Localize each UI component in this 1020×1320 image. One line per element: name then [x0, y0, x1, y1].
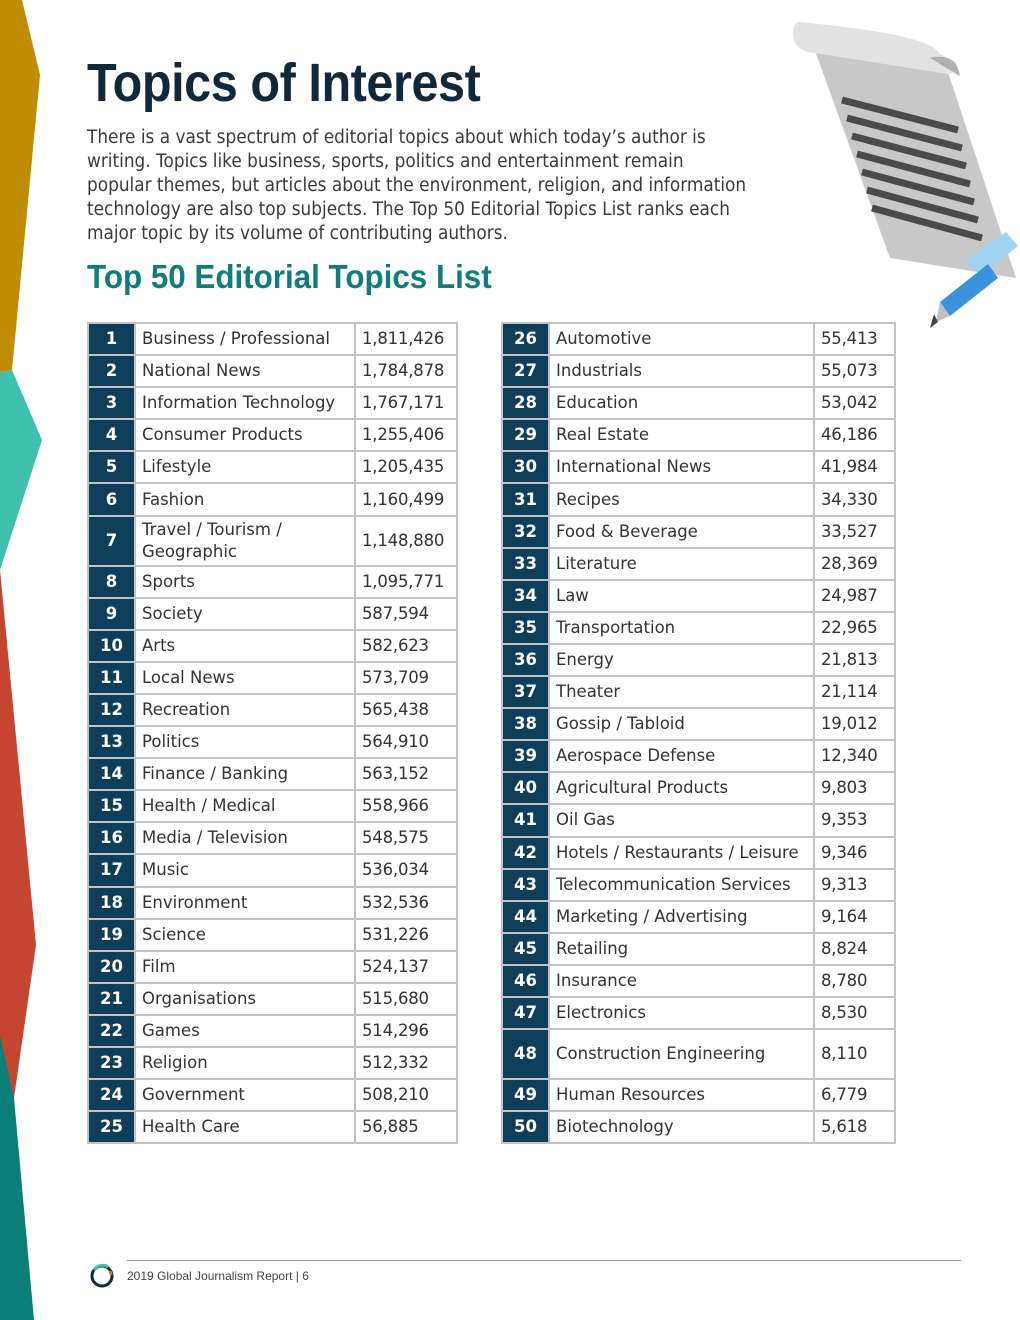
author-count-cell: 33,527 — [814, 516, 895, 548]
table-row — [88, 758, 457, 790]
topic-name-cell: Environment — [135, 887, 355, 919]
topic-name-cell: Politics — [135, 726, 355, 758]
topic-name-cell: Food & Beverage — [549, 516, 814, 548]
author-count-cell: 8,780 — [814, 965, 895, 997]
author-count-cell: 524,137 — [355, 951, 457, 983]
rank-cell: 41 — [502, 804, 549, 836]
table-row — [88, 951, 457, 983]
topic-name-cell: Oil Gas — [549, 804, 814, 836]
author-count-cell: 514,296 — [355, 1015, 457, 1047]
rank-cell: 40 — [502, 772, 549, 804]
author-count-cell: 565,438 — [355, 694, 457, 726]
topic-name-cell: Real Estate — [549, 419, 814, 451]
topic-name-cell: Law — [549, 580, 814, 612]
author-count-cell: 55,413 — [814, 323, 895, 355]
table-row — [502, 451, 895, 483]
rank-cell: 15 — [88, 790, 135, 822]
rank-cell: 16 — [88, 822, 135, 854]
document-icon — [793, 22, 1016, 278]
author-count-cell: 548,575 — [355, 822, 457, 854]
topic-name-cell: Business / Professional — [135, 323, 355, 355]
rank-cell: 49 — [502, 1079, 549, 1111]
table-row — [502, 997, 895, 1029]
topic-name-cell: Transportation — [549, 612, 814, 644]
rank-cell: 33 — [502, 548, 549, 580]
rank-cell: 6 — [88, 483, 135, 515]
author-count-cell: 19,012 — [814, 708, 895, 740]
table-row — [502, 612, 895, 644]
rank-cell: 28 — [502, 387, 549, 419]
author-count-cell: 1,205,435 — [355, 451, 457, 483]
rank-cell: 50 — [502, 1111, 549, 1143]
rank-cell: 26 — [502, 323, 549, 355]
topic-name-cell: Industrials — [549, 355, 814, 387]
topic-name-cell: Health / Medical — [135, 790, 355, 822]
rank-cell: 46 — [502, 965, 549, 997]
author-count-cell: 8,530 — [814, 997, 895, 1029]
rank-cell: 17 — [88, 854, 135, 886]
rank-cell: 30 — [502, 451, 549, 483]
topic-name-cell: Society — [135, 598, 355, 630]
topic-name-cell: Energy — [549, 644, 814, 676]
rank-cell: 45 — [502, 933, 549, 965]
rank-cell: 42 — [502, 837, 549, 869]
topics-table-left — [87, 322, 458, 1144]
author-count-cell: 532,536 — [355, 887, 457, 919]
topic-name-cell: Information Technology — [135, 387, 355, 419]
topic-name-cell: Arts — [135, 630, 355, 662]
author-count-cell: 563,152 — [355, 758, 457, 790]
rank-cell: 27 — [502, 355, 549, 387]
author-count-cell: 8,824 — [814, 933, 895, 965]
author-count-cell: 1,811,426 — [355, 323, 457, 355]
rank-cell: 31 — [502, 483, 549, 515]
author-count-cell: 9,353 — [814, 804, 895, 836]
table-row — [88, 566, 457, 598]
table-row — [502, 1079, 895, 1111]
author-count-cell: 28,369 — [814, 548, 895, 580]
author-count-cell: 515,680 — [355, 983, 457, 1015]
author-count-cell: 1,767,171 — [355, 387, 457, 419]
topic-name-cell: National News — [135, 355, 355, 387]
author-count-cell: 564,910 — [355, 726, 457, 758]
topic-name-cell: Finance / Banking — [135, 758, 355, 790]
table-row — [88, 516, 457, 566]
rank-cell: 32 — [502, 516, 549, 548]
topic-name-cell: Retailing — [549, 933, 814, 965]
topic-name-cell: Lifestyle — [135, 451, 355, 483]
table-row — [88, 854, 457, 886]
table-row — [502, 516, 895, 548]
topic-name-cell: Religion — [135, 1047, 355, 1079]
table-row — [502, 837, 895, 869]
topic-name-cell: Hotels / Restaurants / Leisure — [549, 837, 814, 869]
author-count-cell: 9,313 — [814, 869, 895, 901]
rank-cell: 35 — [502, 612, 549, 644]
table-row — [502, 580, 895, 612]
topic-name-cell: Aerospace Defense — [549, 740, 814, 772]
rank-cell: 18 — [88, 887, 135, 919]
rank-cell: 23 — [88, 1047, 135, 1079]
topic-name-cell: Media / Television — [135, 822, 355, 854]
topic-name-cell: Construction Engineering — [549, 1029, 814, 1079]
table-row — [88, 355, 457, 387]
author-count-cell: 9,803 — [814, 772, 895, 804]
rank-cell: 39 — [502, 740, 549, 772]
table-row — [502, 740, 895, 772]
topic-name-cell: Local News — [135, 662, 355, 694]
author-count-cell: 12,340 — [814, 740, 895, 772]
table-row — [502, 323, 895, 355]
table-row — [502, 387, 895, 419]
rank-cell: 12 — [88, 694, 135, 726]
table-row — [502, 933, 895, 965]
table-row — [502, 548, 895, 580]
rank-cell: 10 — [88, 630, 135, 662]
topic-name-cell: Human Resources — [549, 1079, 814, 1111]
rank-cell: 24 — [88, 1079, 135, 1111]
author-count-cell: 536,034 — [355, 854, 457, 886]
table-row — [88, 662, 457, 694]
table-row — [88, 822, 457, 854]
rank-cell: 29 — [502, 419, 549, 451]
rank-cell: 14 — [88, 758, 135, 790]
author-count-cell: 558,966 — [355, 790, 457, 822]
author-count-cell: 531,226 — [355, 919, 457, 951]
topic-name-cell: Telecommunication Services — [549, 869, 814, 901]
table-row — [88, 483, 457, 515]
author-count-cell: 9,164 — [814, 901, 895, 933]
table-row — [88, 1047, 457, 1079]
table-row — [502, 1029, 895, 1079]
table-row — [502, 772, 895, 804]
rank-cell: 43 — [502, 869, 549, 901]
table-row — [88, 726, 457, 758]
rank-cell: 38 — [502, 708, 549, 740]
topics-table-right — [501, 322, 896, 1144]
author-count-cell: 9,346 — [814, 837, 895, 869]
author-count-cell: 5,618 — [814, 1111, 895, 1143]
author-count-cell: 21,114 — [814, 676, 895, 708]
author-count-cell: 55,073 — [814, 355, 895, 387]
table-row — [88, 790, 457, 822]
topic-name-cell: Automotive — [549, 323, 814, 355]
table-row — [88, 887, 457, 919]
author-count-cell: 512,332 — [355, 1047, 457, 1079]
table-row — [502, 644, 895, 676]
rank-cell: 21 — [88, 983, 135, 1015]
author-count-cell: 573,709 — [355, 662, 457, 694]
table-row — [502, 1111, 895, 1143]
topic-name-cell: Travel / Tourism / Geographic — [135, 516, 355, 566]
topic-name-cell: Games — [135, 1015, 355, 1047]
author-count-cell: 21,813 — [814, 644, 895, 676]
author-count-cell: 1,148,880 — [355, 516, 457, 566]
author-count-cell: 8,110 — [814, 1029, 895, 1079]
author-count-cell: 46,186 — [814, 419, 895, 451]
rank-cell: 34 — [502, 580, 549, 612]
side-decoration — [0, 0, 50, 1320]
table-row — [502, 483, 895, 515]
table-row — [502, 676, 895, 708]
rank-cell: 5 — [88, 451, 135, 483]
rank-cell: 3 — [88, 387, 135, 419]
author-count-cell: 22,965 — [814, 612, 895, 644]
rank-cell: 36 — [502, 644, 549, 676]
author-count-cell: 582,623 — [355, 630, 457, 662]
footer-divider — [127, 1260, 961, 1261]
rank-cell: 20 — [88, 951, 135, 983]
topic-name-cell: International News — [549, 451, 814, 483]
rank-cell: 13 — [88, 726, 135, 758]
rank-cell: 11 — [88, 662, 135, 694]
rank-cell: 25 — [88, 1111, 135, 1143]
table-row — [88, 323, 457, 355]
topic-name-cell: Sports — [135, 566, 355, 598]
author-count-cell: 34,330 — [814, 483, 895, 515]
author-count-cell: 53,042 — [814, 387, 895, 419]
author-count-cell: 508,210 — [355, 1079, 457, 1111]
topic-name-cell: Marketing / Advertising — [549, 901, 814, 933]
author-count-cell: 1,784,878 — [355, 355, 457, 387]
author-count-cell: 1,095,771 — [355, 566, 457, 598]
topic-name-cell: Electronics — [549, 997, 814, 1029]
table-row — [502, 965, 895, 997]
table-row — [502, 355, 895, 387]
rank-cell: 47 — [502, 997, 549, 1029]
table-row — [88, 451, 457, 483]
author-count-cell: 24,987 — [814, 580, 895, 612]
author-count-cell: 1,160,499 — [355, 483, 457, 515]
rank-cell: 2 — [88, 355, 135, 387]
topic-name-cell: Recipes — [549, 483, 814, 515]
topic-name-cell: Recreation — [135, 694, 355, 726]
topic-name-cell: Fashion — [135, 483, 355, 515]
topic-name-cell: Theater — [549, 676, 814, 708]
table-row — [502, 869, 895, 901]
topic-name-cell: Organisations — [135, 983, 355, 1015]
author-count-cell: 1,255,406 — [355, 419, 457, 451]
rank-cell: 9 — [88, 598, 135, 630]
section-title: Top 50 Editorial Topics List — [87, 258, 492, 295]
topic-name-cell: Science — [135, 919, 355, 951]
table-row — [502, 804, 895, 836]
table-row — [88, 1015, 457, 1047]
intro-paragraph: There is a vast spectrum of editorial topics about which today’s author is writing. Topics like business, sports, politics and entertainment remain popular themes, but articles about the environment, religion, and information technology are also top subjects. The Top 50 Editorial Topics List ranks each major topic by its volume of contributing authors. — [87, 127, 747, 244]
table-row — [502, 419, 895, 451]
document-illustration — [780, 10, 1020, 340]
rank-cell: 1 — [88, 323, 135, 355]
table-row — [502, 901, 895, 933]
author-count-cell: 587,594 — [355, 598, 457, 630]
topic-name-cell: Music — [135, 854, 355, 886]
report-logo-icon — [88, 1262, 116, 1290]
topic-name-cell: Literature — [549, 548, 814, 580]
table-row — [88, 1079, 457, 1111]
rank-cell: 37 — [502, 676, 549, 708]
rank-cell: 44 — [502, 901, 549, 933]
table-row — [88, 387, 457, 419]
rank-cell: 4 — [88, 419, 135, 451]
table-row — [88, 919, 457, 951]
table-row — [502, 708, 895, 740]
footer-text: 2019 Global Journalism Report | 6 — [127, 1269, 309, 1283]
page-title: Topics of Interest — [87, 53, 481, 113]
topic-name-cell: Biotechnology — [549, 1111, 814, 1143]
topic-name-cell: Consumer Products — [135, 419, 355, 451]
table-row — [88, 983, 457, 1015]
table-row — [88, 694, 457, 726]
rank-cell: 48 — [502, 1029, 549, 1079]
topic-name-cell: Agricultural Products — [549, 772, 814, 804]
topic-name-cell: Insurance — [549, 965, 814, 997]
topic-name-cell: Education — [549, 387, 814, 419]
table-row — [88, 1111, 457, 1143]
table-row — [88, 630, 457, 662]
author-count-cell: 56,885 — [355, 1111, 457, 1143]
rank-cell: 7 — [88, 516, 135, 566]
author-count-cell: 6,779 — [814, 1079, 895, 1111]
topic-name-cell: Health Care — [135, 1111, 355, 1143]
topic-name-cell: Film — [135, 951, 355, 983]
rank-cell: 22 — [88, 1015, 135, 1047]
table-row — [88, 598, 457, 630]
rank-cell: 19 — [88, 919, 135, 951]
table-row — [88, 419, 457, 451]
topic-name-cell: Gossip / Tabloid — [549, 708, 814, 740]
author-count-cell: 41,984 — [814, 451, 895, 483]
rank-cell: 8 — [88, 566, 135, 598]
topic-name-cell: Government — [135, 1079, 355, 1111]
